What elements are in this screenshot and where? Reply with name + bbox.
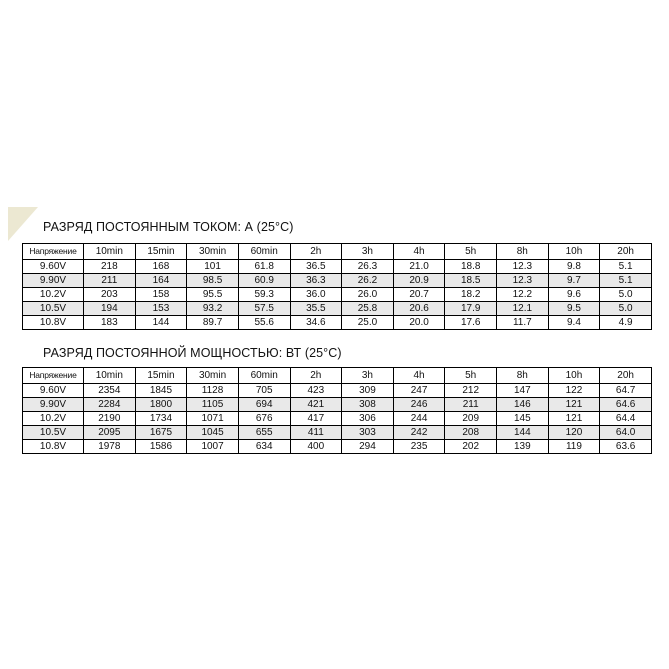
column-header: 20h xyxy=(600,244,652,260)
value-cell: 1845 xyxy=(135,384,187,398)
value-cell: 119 xyxy=(548,440,600,454)
value-cell: 18.5 xyxy=(445,274,497,288)
voltage-cell: 9.90V xyxy=(23,274,84,288)
column-header: 8h xyxy=(497,244,549,260)
table-row xyxy=(23,316,652,330)
voltage-cell: 10.8V xyxy=(23,440,84,454)
value-cell: 64.4 xyxy=(600,412,652,426)
value-cell: 1007 xyxy=(187,440,239,454)
value-cell: 60.9 xyxy=(238,274,290,288)
value-cell: 203 xyxy=(84,288,136,302)
value-cell: 411 xyxy=(290,426,342,440)
value-cell: 208 xyxy=(445,426,497,440)
value-cell: 25.0 xyxy=(342,316,394,330)
value-cell: 25.8 xyxy=(342,302,394,316)
value-cell: 655 xyxy=(238,426,290,440)
value-cell: 61.8 xyxy=(238,260,290,274)
value-cell: 17.6 xyxy=(445,316,497,330)
value-cell: 676 xyxy=(238,412,290,426)
column-header: 3h xyxy=(342,244,394,260)
value-cell: 209 xyxy=(445,412,497,426)
column-header: 2h xyxy=(290,368,342,384)
value-cell: 35.5 xyxy=(290,302,342,316)
value-cell: 95.5 xyxy=(187,288,239,302)
value-cell: 634 xyxy=(238,440,290,454)
value-cell: 93.2 xyxy=(187,302,239,316)
value-cell: 202 xyxy=(445,440,497,454)
value-cell: 26.2 xyxy=(342,274,394,288)
voltage-cell: 9.90V xyxy=(23,398,84,412)
value-cell: 212 xyxy=(445,384,497,398)
value-cell: 20.0 xyxy=(393,316,445,330)
value-cell: 294 xyxy=(342,440,394,454)
value-cell: 309 xyxy=(342,384,394,398)
value-cell: 400 xyxy=(290,440,342,454)
value-cell: 246 xyxy=(393,398,445,412)
value-cell: 144 xyxy=(135,316,187,330)
value-cell: 247 xyxy=(393,384,445,398)
value-cell: 64.7 xyxy=(600,384,652,398)
value-cell: 59.3 xyxy=(238,288,290,302)
value-cell: 144 xyxy=(497,426,549,440)
table-row xyxy=(23,302,652,316)
value-cell: 9.5 xyxy=(548,302,600,316)
column-header: 5h xyxy=(445,244,497,260)
value-cell: 5.1 xyxy=(600,260,652,274)
column-header: 30min xyxy=(187,368,239,384)
table-row xyxy=(23,398,652,412)
value-cell: 2354 xyxy=(84,384,136,398)
value-cell: 34.6 xyxy=(290,316,342,330)
value-cell: 1586 xyxy=(135,440,187,454)
value-cell: 64.0 xyxy=(600,426,652,440)
column-header: 60min xyxy=(238,368,290,384)
value-cell: 9.6 xyxy=(548,288,600,302)
value-cell: 21.0 xyxy=(393,260,445,274)
value-cell: 89.7 xyxy=(187,316,239,330)
value-cell: 9.4 xyxy=(548,316,600,330)
value-cell: 164 xyxy=(135,274,187,288)
value-cell: 57.5 xyxy=(238,302,290,316)
current-table-title: РАЗРЯД ПОСТОЯННЫМ ТОКОМ: А (25°С) xyxy=(43,220,294,234)
value-cell: 12.3 xyxy=(497,260,549,274)
voltage-cell: 10.2V xyxy=(23,412,84,426)
value-cell: 303 xyxy=(342,426,394,440)
voltage-cell: 10.5V xyxy=(23,302,84,316)
value-cell: 218 xyxy=(84,260,136,274)
value-cell: 101 xyxy=(187,260,239,274)
value-cell: 2095 xyxy=(84,426,136,440)
value-cell: 145 xyxy=(497,412,549,426)
column-header: 10h xyxy=(548,368,600,384)
voltage-cell: 9.60V xyxy=(23,260,84,274)
value-cell: 153 xyxy=(135,302,187,316)
voltage-cell: 10.2V xyxy=(23,288,84,302)
value-cell: 705 xyxy=(238,384,290,398)
value-cell: 1071 xyxy=(187,412,239,426)
column-header: 60min xyxy=(238,244,290,260)
value-cell: 235 xyxy=(393,440,445,454)
column-header: 10min xyxy=(84,244,136,260)
value-cell: 211 xyxy=(84,274,136,288)
table-row xyxy=(23,260,652,274)
column-header: 8h xyxy=(497,368,549,384)
value-cell: 55.6 xyxy=(238,316,290,330)
value-cell: 694 xyxy=(238,398,290,412)
value-cell: 5.0 xyxy=(600,288,652,302)
value-cell: 5.1 xyxy=(600,274,652,288)
value-cell: 20.6 xyxy=(393,302,445,316)
value-cell: 1675 xyxy=(135,426,187,440)
column-header-voltage: Напряжение xyxy=(23,368,84,384)
value-cell: 1800 xyxy=(135,398,187,412)
value-cell: 36.3 xyxy=(290,274,342,288)
power-discharge-table xyxy=(22,367,652,454)
value-cell: 120 xyxy=(548,426,600,440)
column-header: 30min xyxy=(187,244,239,260)
corner-decoration xyxy=(8,207,38,241)
value-cell: 244 xyxy=(393,412,445,426)
value-cell: 139 xyxy=(497,440,549,454)
table-row xyxy=(23,384,652,398)
value-cell: 1734 xyxy=(135,412,187,426)
column-header: 5h xyxy=(445,368,497,384)
value-cell: 158 xyxy=(135,288,187,302)
voltage-cell: 9.60V xyxy=(23,384,84,398)
value-cell: 121 xyxy=(548,398,600,412)
table-row xyxy=(23,426,652,440)
value-cell: 423 xyxy=(290,384,342,398)
value-cell: 121 xyxy=(548,412,600,426)
value-cell: 98.5 xyxy=(187,274,239,288)
value-cell: 9.7 xyxy=(548,274,600,288)
value-cell: 1978 xyxy=(84,440,136,454)
value-cell: 36.5 xyxy=(290,260,342,274)
value-cell: 242 xyxy=(393,426,445,440)
value-cell: 308 xyxy=(342,398,394,412)
value-cell: 2284 xyxy=(84,398,136,412)
value-cell: 421 xyxy=(290,398,342,412)
value-cell: 1105 xyxy=(187,398,239,412)
value-cell: 306 xyxy=(342,412,394,426)
table-row xyxy=(23,412,652,426)
table-header-row xyxy=(23,368,652,384)
value-cell: 12.3 xyxy=(497,274,549,288)
column-header: 10h xyxy=(548,244,600,260)
value-cell: 5.0 xyxy=(600,302,652,316)
table-header-row xyxy=(23,244,652,260)
column-header: 4h xyxy=(393,244,445,260)
column-header: 10min xyxy=(84,368,136,384)
value-cell: 18.2 xyxy=(445,288,497,302)
value-cell: 1045 xyxy=(187,426,239,440)
table-row xyxy=(23,274,652,288)
value-cell: 20.9 xyxy=(393,274,445,288)
value-cell: 194 xyxy=(84,302,136,316)
value-cell: 168 xyxy=(135,260,187,274)
power-table-title: РАЗРЯД ПОСТОЯННОЙ МОЩНОСТЬЮ: ВТ (25°С) xyxy=(43,346,342,360)
value-cell: 64.6 xyxy=(600,398,652,412)
value-cell: 20.7 xyxy=(393,288,445,302)
column-header: 15min xyxy=(135,244,187,260)
value-cell: 17.9 xyxy=(445,302,497,316)
value-cell: 147 xyxy=(497,384,549,398)
value-cell: 183 xyxy=(84,316,136,330)
table-row xyxy=(23,440,652,454)
value-cell: 26.0 xyxy=(342,288,394,302)
current-discharge-table xyxy=(22,243,652,330)
value-cell: 1128 xyxy=(187,384,239,398)
value-cell: 4.9 xyxy=(600,316,652,330)
value-cell: 211 xyxy=(445,398,497,412)
voltage-cell: 10.8V xyxy=(23,316,84,330)
column-header: 2h xyxy=(290,244,342,260)
value-cell: 122 xyxy=(548,384,600,398)
value-cell: 36.0 xyxy=(290,288,342,302)
value-cell: 63.6 xyxy=(600,440,652,454)
column-header: 15min xyxy=(135,368,187,384)
voltage-cell: 10.5V xyxy=(23,426,84,440)
value-cell: 2190 xyxy=(84,412,136,426)
column-header: 3h xyxy=(342,368,394,384)
value-cell: 12.2 xyxy=(497,288,549,302)
table-row xyxy=(23,288,652,302)
value-cell: 417 xyxy=(290,412,342,426)
value-cell: 26.3 xyxy=(342,260,394,274)
value-cell: 12.1 xyxy=(497,302,549,316)
value-cell: 9.8 xyxy=(548,260,600,274)
column-header: 4h xyxy=(393,368,445,384)
value-cell: 11.7 xyxy=(497,316,549,330)
value-cell: 146 xyxy=(497,398,549,412)
column-header: 20h xyxy=(600,368,652,384)
value-cell: 18.8 xyxy=(445,260,497,274)
column-header-voltage: Напряжение xyxy=(23,244,84,260)
